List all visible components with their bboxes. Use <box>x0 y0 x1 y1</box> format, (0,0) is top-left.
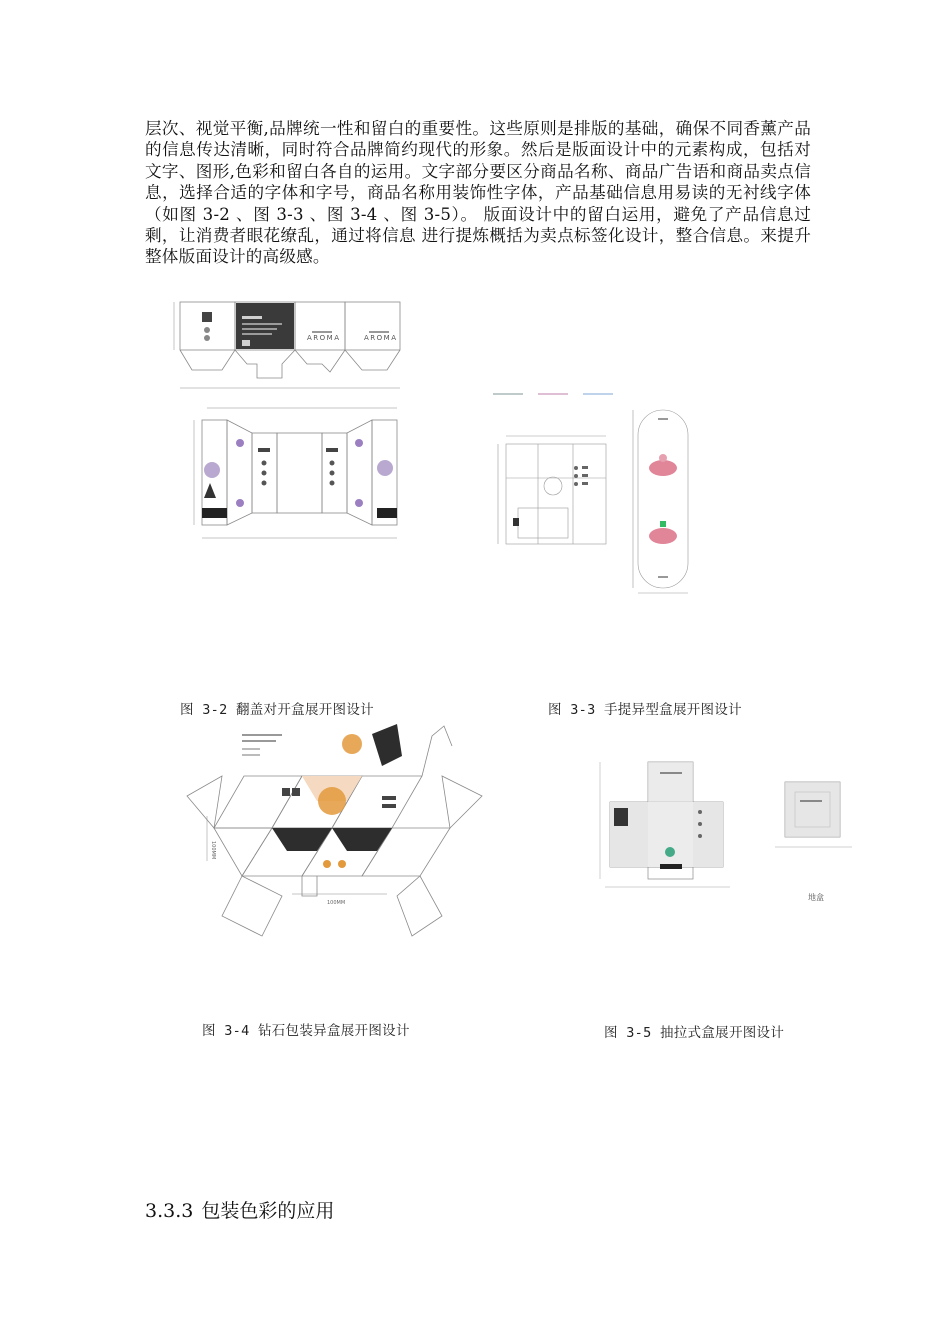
caption-3-4: 图 3-4 钻石包装异盒展开图设计 <box>202 1023 410 1039</box>
section-title: 包装色彩的应用 <box>201 1200 335 1222</box>
body-text: 层次、视觉平衡,品牌统一性和留白的重要性。这些原则是排版的基础，确保不同香薰产品的信息传达清晰，同时符合品牌简约现代的形象。然后是版面设计中的元素构成，包括对文字、图形,色彩和留白各自的运用。文字部分要区分商品名称、商品广告语和商品卖点信息，选择合适的字体和字号，商品名称用装饰性字体，产品基础信息用易读的无衬线字体（如图 3-2 、图 3-3 、图 3-4 、图 3-5）。 版面设计中的留白运用，避免了产品信息过剩，让消费者眼花缭乱，通过将信息 进行提炼概括为卖点标签化设计，整合信息。来提升整体版面设计的高级感。 <box>145 119 811 267</box>
caption-3-5: 图 3-5 抽拉式盒展开图设计 <box>604 1025 785 1041</box>
aroma-label-2: AROMA <box>364 334 398 342</box>
section-heading <box>145 1196 334 1223</box>
figure-3-4 <box>182 716 497 956</box>
dimension-bottom: 100MM <box>327 900 346 906</box>
sub-label-ground-box: 地盒 <box>808 893 824 902</box>
aroma-label-1: AROMA <box>307 334 341 342</box>
figure-3-5 <box>590 752 900 922</box>
caption-3-3: 图 3-3 手提异型盒展开图设计 <box>548 702 742 718</box>
figure-3-2 <box>172 298 422 613</box>
figure-3-4-drawing <box>182 716 497 956</box>
caption-3-2: 图 3-2 翻盖对开盒展开图设计 <box>180 702 374 718</box>
figure-3-3-drawing <box>488 388 728 610</box>
section-number: 3.3.3 <box>145 1200 194 1222</box>
dimension-left: 100MM <box>210 841 216 860</box>
body-paragraph <box>145 118 811 268</box>
figure-3-5-drawing <box>590 752 900 922</box>
figure-3-3 <box>488 388 728 610</box>
figure-3-2-drawing <box>172 298 422 613</box>
